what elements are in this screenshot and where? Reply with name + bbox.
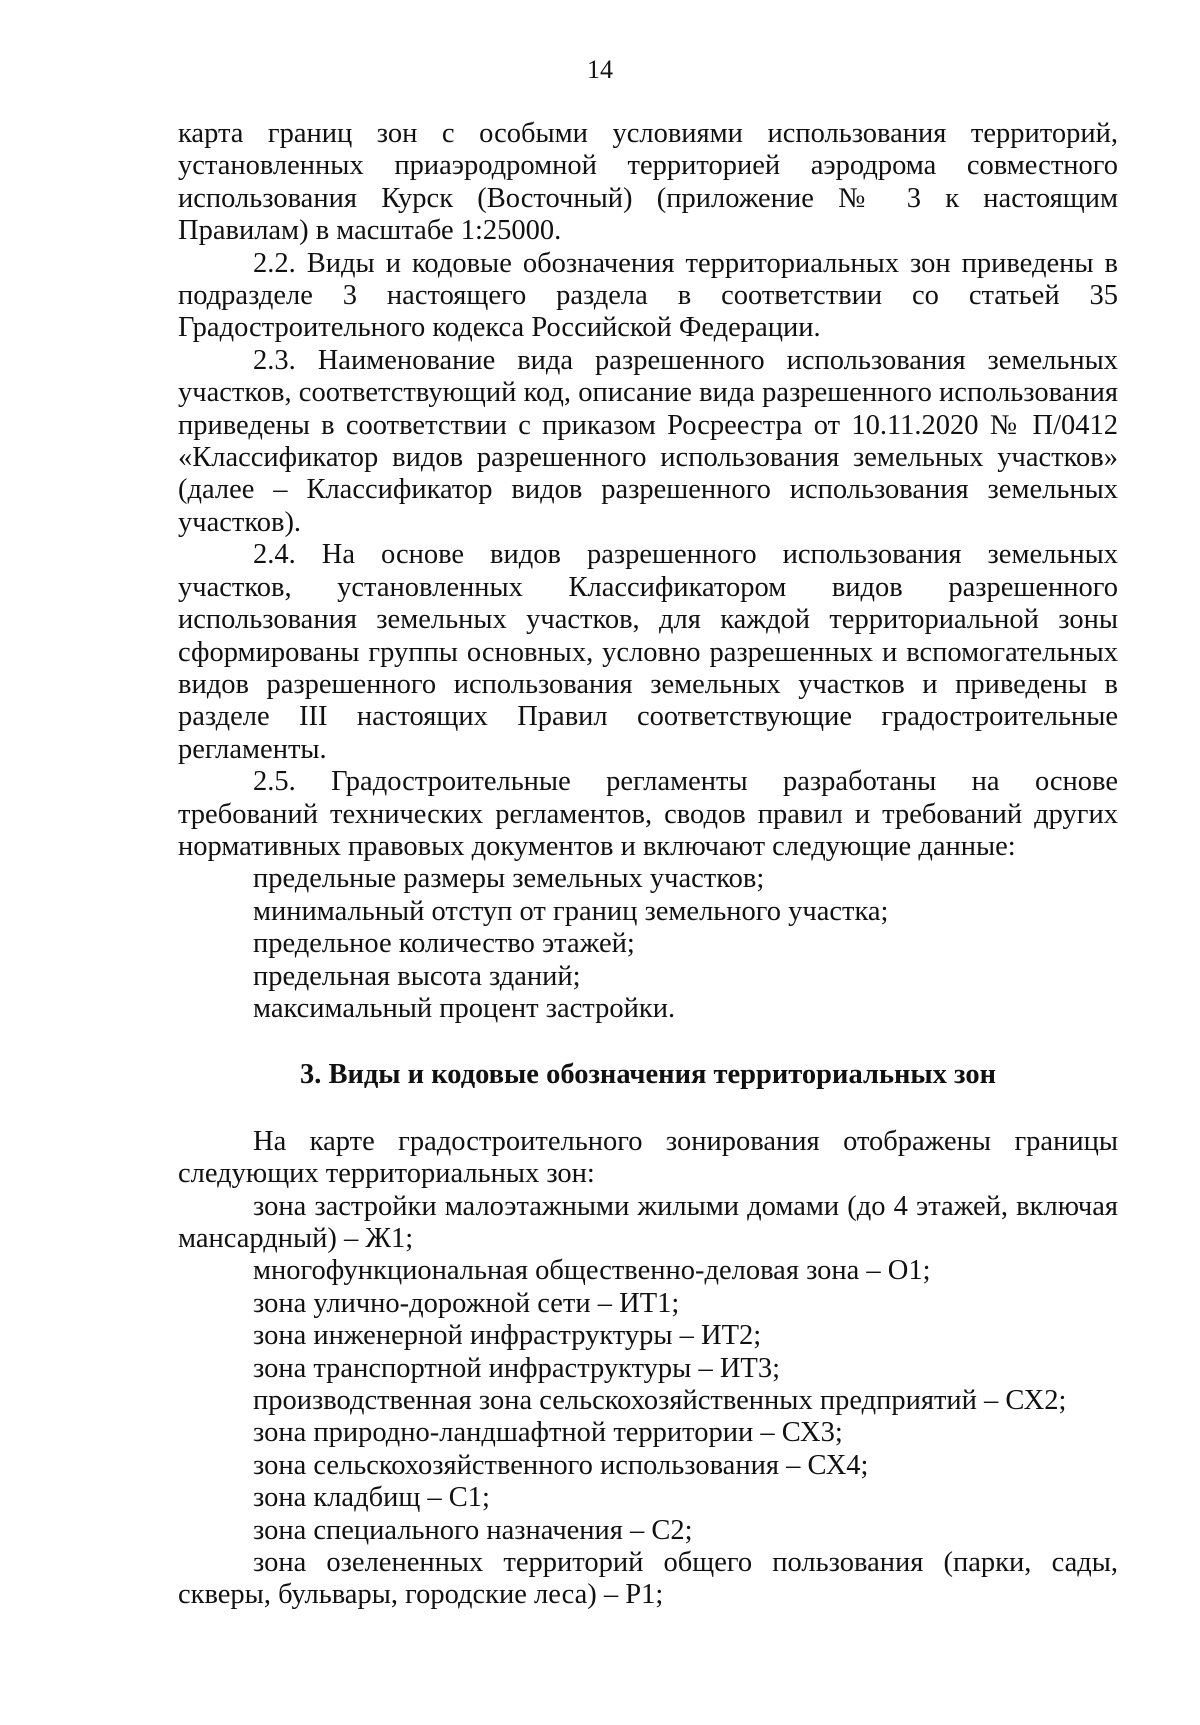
zone-item: зона улично-дорожной сети – ИТ1; (253, 1287, 680, 1319)
zone-item: зона озелененных территорий общего пользования (парки, сады, скверы, бульвары, городские леса) – Р1; (178, 1547, 1118, 1611)
regulation-item: минимальный отступ от границ земельного участка; (253, 895, 889, 927)
zone-item: зона транспортной инфраструктуры – ИТ3; (253, 1352, 780, 1384)
paragraph-2-5: 2.5. Градостроительные регламенты разработаны на основе требований технических регламентов, сводов правил и требований других нормативных правовых документов и включают следующие данные: (178, 766, 1118, 862)
paragraph-2-4: 2.4. На основе видов разрешенного использования земельных участков, установленных Классификатором видов разрешенного использования земельных участков, для каждой территориальной зоны сформированы группы основных, условно разрешенных и вспомогательных видов разрешенного использования земельных участков и приведены в разделе III настоящих Правил соответствующие градостроительные регламенты. (178, 539, 1118, 765)
zone-item: зона кладбищ – С1; (253, 1482, 490, 1514)
regulation-item: предельная высота зданий; (253, 960, 581, 992)
zone-item: производственная зона сельскохозяйственных предприятий – СХ2; (253, 1385, 1067, 1417)
document-body (178, 118, 1118, 1612)
zone-item: зона специального назначения – С2; (253, 1514, 693, 1546)
paragraph-2-2: 2.2. Виды и кодовые обозначения территориальных зон приведены в подразделе 3 настоящего раздела в соответствии со статьей 35 Градостроительного кодекса Российской Федерации. (178, 247, 1118, 344)
paragraph-map-boundaries: карта границ зон с особыми условиями использования территорий, установленных приаэродромной территорией аэродрома совместного использования Курск (Восточный) (приложение № 3 к настоящим Правилам) в масштабе 1:25000. (178, 118, 1118, 247)
zone-item: зона инженерной инфраструктуры – ИТ2; (253, 1320, 762, 1352)
zones-list (178, 1191, 1118, 1612)
zone-item: зона застройки малоэтажными жилыми домами (до 4 этажей, включая мансардный) – Ж1; (178, 1190, 1118, 1254)
zone-item: многофункциональная общественно-деловая зона – О1; (253, 1255, 931, 1287)
section-heading: 3. Виды и кодовые обозначения территориальных зон (299, 1059, 997, 1091)
regulation-item: максимальный процент застройки. (253, 992, 676, 1024)
zones-intro: На карте градостроительного зонирования отображены границы следующих территориальных зон: (178, 1125, 1118, 1190)
paragraph-2-3: 2.3. Наименование вида разрешенного использования земельных участков, соответствующий код, описание вида разрешенного использования приведены в соответствии с приказом Росреестра от 10.11.2020 № П/0412 «Классификатор видов разрешенного использования земельных участков» (далее – Классификатор видов разрешенного использования земельных участков). (178, 344, 1118, 538)
page-number: 14 (587, 55, 613, 84)
regulation-item: предельное количество этажей; (253, 928, 635, 960)
zone-item: зона природно-ландшафтной территории – СХ3; (253, 1417, 843, 1449)
regulation-item: предельные размеры земельных участков; (253, 863, 765, 895)
zone-item: зона сельскохозяйственного использования – СХ4; (253, 1449, 869, 1481)
regulation-list (178, 863, 1118, 1025)
